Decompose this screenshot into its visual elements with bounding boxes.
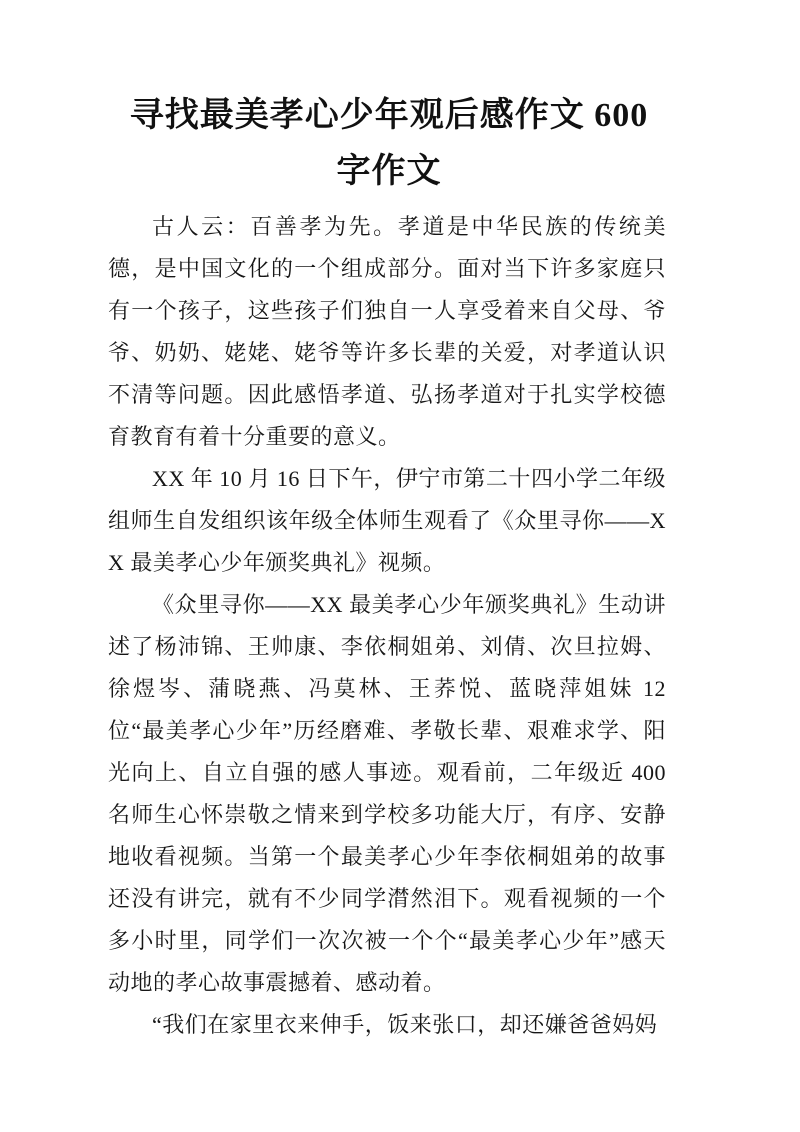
paragraph-1: 古人云：百善孝为先。孝道是中华民族的传统美德，是中国文化的一个组成部分。面对当下许多家庭只有一个孩子，这些孩子们独自一人享受着来自父母、爷爷、奶奶、姥姥、姥爷等许多长辈的关爱，对孝道认识不清等问题。因此感悟孝道、弘扬孝道对于扎实学校德育教育有着十分重要的意义。 (108, 214, 666, 449)
paragraph-4: “我们在家里衣来伸手，饭来张口，却还嫌爸爸妈妈 (152, 1012, 658, 1037)
document-title: 寻找最美孝心少年观后感作文 600 字作文 (129, 97, 649, 190)
paragraph-2: XX 年 10 月 16 日下午，伊宁市第二十四小学二年级组师生自发组织该年级全体师生观看了《众里寻你——XX 最美孝心少年颁奖典礼》视频。 (108, 466, 666, 575)
paragraph-3: 《众里寻你——XX 最美孝心少年颁奖典礼》生动讲述了杨沛锦、王帅康、李依桐姐弟、刘倩、次旦拉姆、徐煜岑、蒲晓燕、冯莫林、王荞悦、蓝晓萍姐妹 12 位“最美孝心少年”历经磨难、孝敬长辈、艰难求学、阳光向上、自立自强的感人事迹。观看前，二年级近 400 名师生心怀崇敬之情来到学校多功能大厅，有序、安静地收看视频。当第一个最美孝心少年李依桐姐弟的故事还没有讲完，就有不少同学潸然泪下。观看视频的一个多小时里，同学们一次次被一个个“最美孝心少年”感天动地的孝心故事震撼着、感动着。 (108, 592, 666, 995)
